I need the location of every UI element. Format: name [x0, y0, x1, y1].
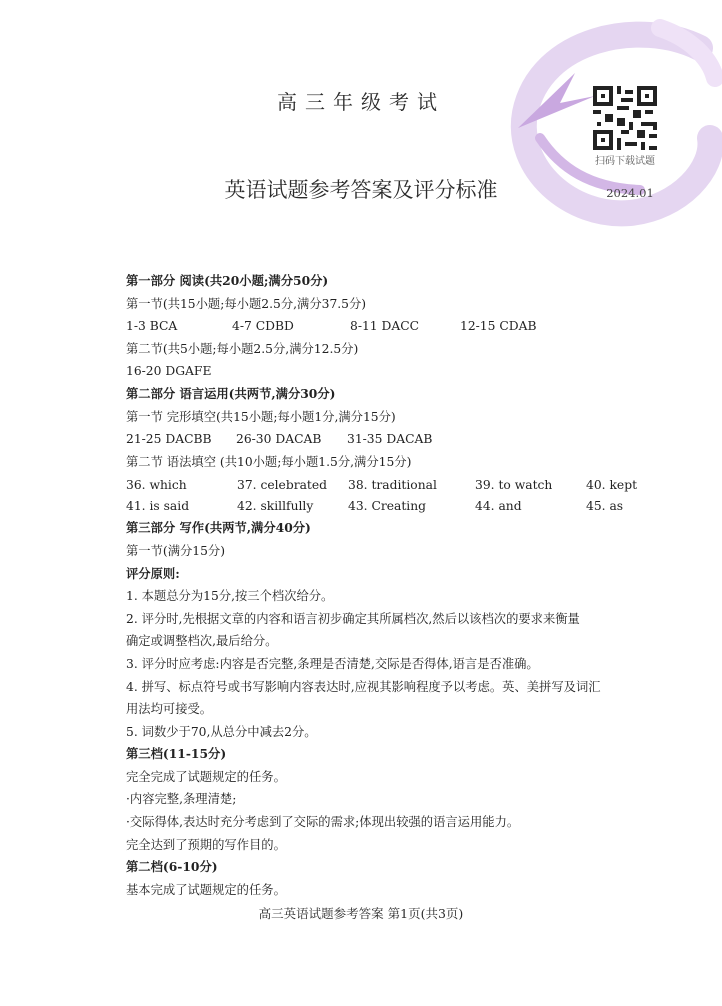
tier2-line: 基本完成了试题规定的任务。	[126, 882, 286, 897]
principle-line: 4. 拼写、标点符号或书写影响内容表达时,应视其影响程度予以考虑。英、美拼写及词汇	[126, 679, 601, 694]
principles-heading: 评分原则:	[126, 565, 180, 581]
grammar-answer: 37. celebrated	[237, 478, 328, 493]
principle-line: 3. 评分时应考虑:内容是否完整,条理是否清楚,交际是否得体,语言是否准确。	[126, 656, 539, 671]
document-title: 英语试题参考答案及评分标准	[224, 178, 498, 202]
principle-line: 5. 词数少于70,从总分中减去2分。	[126, 724, 317, 739]
answer-group: 4-7 CDBD	[232, 319, 294, 334]
page-footer: 高三英语试题参考答案 第1页(共3页)	[258, 906, 464, 921]
part2-heading: 第二部分 语言运用(共两节,满分30分)	[126, 385, 336, 401]
principle-line: 2. 评分时,先根据文章的内容和语言初步确定其所属档次,然后以该档次的要求来衡量	[126, 611, 580, 626]
grammar-answer: 36. which	[126, 478, 187, 493]
grammar-answers-row-1	[126, 475, 666, 496]
part1-sec1-heading: 第一节(共15小题;每小题2.5分,满分37.5分)	[126, 296, 367, 311]
answer-group: 21-25 DACBB	[126, 432, 212, 447]
part1-sec2-answer: 16-20 DGAFE	[126, 364, 212, 379]
grammar-answer: 45. as	[586, 499, 624, 514]
answer-group: 26-30 DACAB	[236, 432, 322, 447]
grammar-answers-row-2	[126, 496, 666, 517]
tier3-line: 完全达到了预期的写作目的。	[126, 837, 286, 852]
principle-line: 1. 本题总分为15分,按三个档次给分。	[126, 589, 334, 604]
principle-line: 确定或调整档次,最后给分。	[126, 634, 278, 649]
answer-group: 12-15 CDAB	[460, 319, 537, 334]
grammar-answer: 43. Creating	[348, 499, 427, 514]
reading-answers-row	[126, 315, 666, 338]
answer-content	[126, 270, 666, 901]
part2-sec2-heading: 第二节 语法填空 (共10小题;每小题1.5分,满分15分)	[126, 454, 412, 469]
answer-group: 31-35 DACAB	[347, 432, 433, 447]
part1-sec2-heading: 第二节(共5小题;每小题2.5分,满分12.5分)	[126, 341, 359, 356]
tier2-heading: 第二档(6-10分)	[126, 859, 218, 875]
tier3-line: ·交际得体,表达时充分考虑到了交际的需求;体现出较强的语言运用能力。	[126, 815, 520, 830]
part1-heading: 第一部分 阅读(共20小题;满分50分)	[126, 273, 329, 288]
principle-line: 用法均可接受。	[126, 702, 213, 717]
tier3-heading: 第三档(11-15分)	[126, 746, 227, 762]
grammar-answer: 38. traditional	[348, 478, 437, 493]
part3-sec1-heading: 第一节(满分15分)	[126, 543, 226, 558]
grammar-answer: 44. and	[475, 499, 522, 514]
tier3-line: 完全完成了试题规定的任务。	[126, 769, 286, 784]
date-stamp: 2024.01	[606, 186, 654, 200]
cloze-answers-row	[126, 428, 666, 451]
exam-title: 高三年级考试	[277, 90, 445, 114]
grammar-answer: 39. to watch	[475, 478, 553, 493]
grammar-answer: 42. skillfully	[237, 499, 314, 514]
grammar-answer: 41. is said	[126, 499, 190, 514]
tier3-line: ·内容完整,条理清楚;	[126, 792, 237, 807]
answer-group: 8-11 DACC	[350, 319, 420, 334]
grammar-answer: 40. kept	[586, 478, 638, 493]
qr-label: 扫码下载试题	[595, 156, 655, 167]
part3-heading: 第三部分 写作(共两节,满分40分)	[126, 520, 311, 536]
answer-group: 1-3 BCA	[126, 319, 178, 334]
part2-sec1-heading: 第一节 完形填空(共15小题;每小题1分,满分15分)	[126, 409, 396, 424]
